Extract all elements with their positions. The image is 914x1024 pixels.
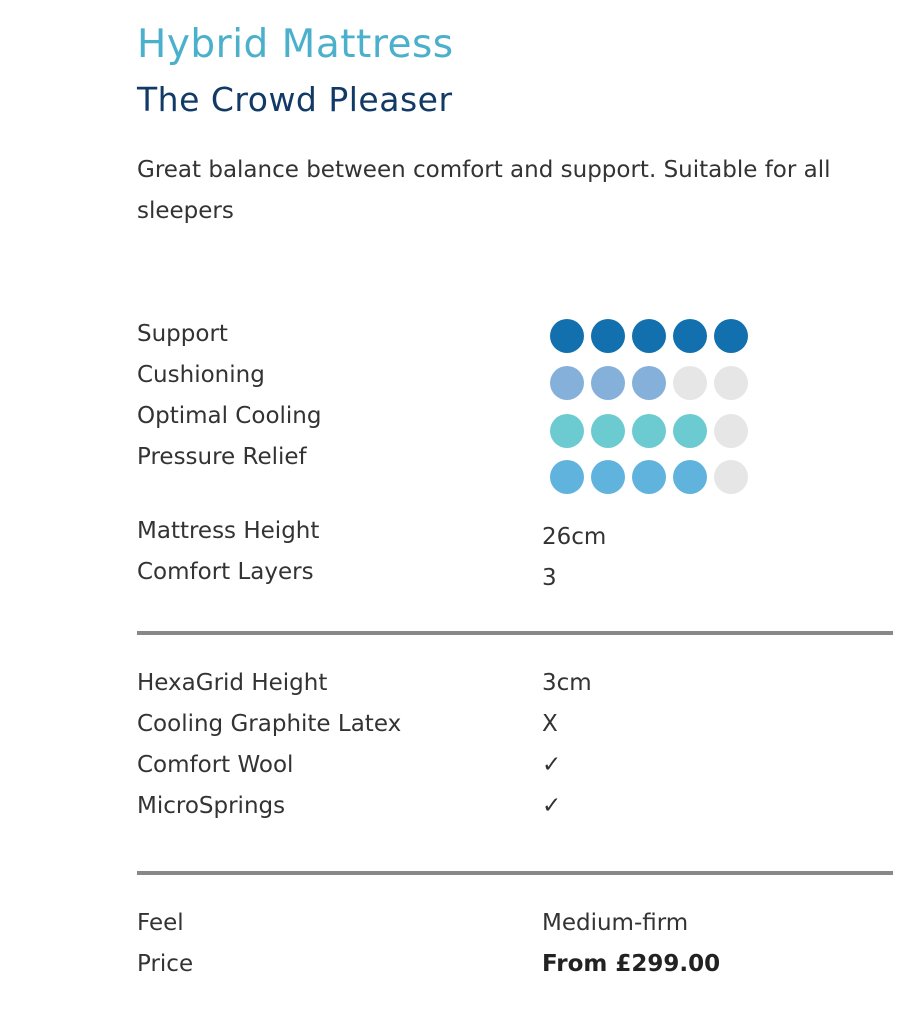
feature-value: X: [542, 711, 558, 737]
spec-label: Mattress Height: [137, 518, 320, 544]
rating-dots-pressure-relief: [550, 460, 748, 494]
feature-label: HexaGrid Height: [137, 670, 328, 696]
rating-label: Pressure Relief: [137, 444, 307, 470]
feature-row: [137, 745, 562, 786]
rating-dot-empty: [714, 366, 748, 400]
spec-row: [137, 511, 607, 552]
feature-label: Cooling Graphite Latex: [137, 711, 402, 737]
rating-dot-filled: [550, 414, 584, 448]
summary-row: [137, 944, 721, 985]
feature-row: [137, 786, 562, 827]
feature-value: 3cm: [542, 670, 592, 696]
check-icon: ✓: [542, 752, 562, 778]
rating-dot-filled: [591, 319, 625, 353]
check-icon: ✓: [542, 793, 562, 819]
rating-dot-filled: [591, 460, 625, 494]
divider: [137, 631, 893, 635]
spec-row: [137, 552, 557, 593]
rating-dot-filled: [632, 366, 666, 400]
feel-value: Medium-firm: [542, 910, 689, 936]
rating-dots-cushioning: [550, 366, 748, 400]
spec-label: Comfort Layers: [137, 559, 314, 585]
price-value: From £299.00: [542, 951, 721, 977]
feature-label: Comfort Wool: [137, 752, 294, 778]
spec-value: 26cm: [542, 524, 607, 550]
rating-dot-empty: [714, 414, 748, 448]
rating-dot-filled: [591, 366, 625, 400]
summary-row: [137, 903, 689, 944]
rating-dot-filled: [632, 414, 666, 448]
rating-dot-filled: [673, 414, 707, 448]
product-description: Great balance between comfort and support. Suitable for all sleepers: [137, 157, 831, 224]
rating-dot-filled: [673, 319, 707, 353]
feel-label: Feel: [137, 910, 184, 936]
spec-value: 3: [542, 565, 557, 591]
rating-label: Support: [137, 321, 228, 347]
feature-row: [137, 704, 558, 745]
rating-dot-filled: [673, 460, 707, 494]
rating-label: Optimal Cooling: [137, 403, 322, 429]
feature-row: [137, 663, 592, 704]
rating-dot-empty: [673, 366, 707, 400]
rating-dot-filled: [550, 460, 584, 494]
divider: [137, 871, 893, 875]
product-name: The Crowd Pleaser: [137, 80, 453, 119]
rating-dot-filled: [591, 414, 625, 448]
rating-dot-filled: [714, 319, 748, 353]
rating-dots-support: [550, 319, 748, 353]
rating-dots-cooling: [550, 414, 748, 448]
rating-dot-filled: [632, 460, 666, 494]
rating-dot-empty: [714, 460, 748, 494]
rating-dot-filled: [632, 319, 666, 353]
feature-label: MicroSprings: [137, 793, 286, 819]
rating-dot-filled: [550, 366, 584, 400]
product-category-title: Hybrid Mattress: [137, 22, 454, 67]
rating-dot-filled: [550, 319, 584, 353]
price-label: Price: [137, 951, 194, 977]
rating-label: Cushioning: [137, 362, 265, 388]
